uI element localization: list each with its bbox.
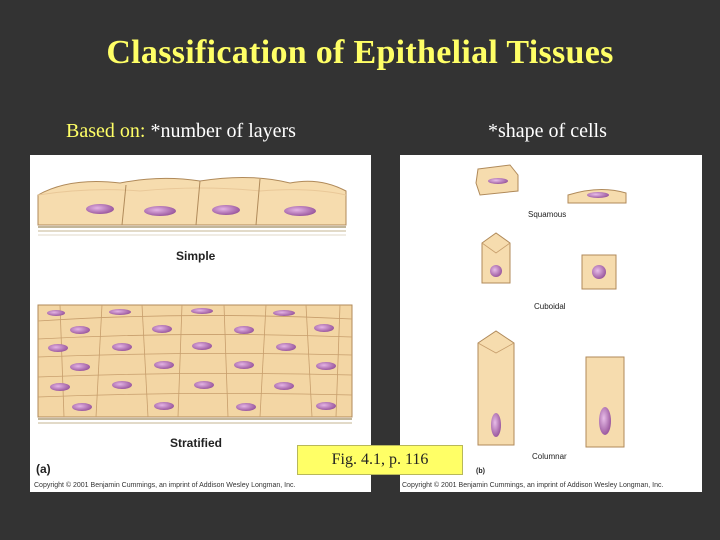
nucleus bbox=[273, 310, 295, 316]
nucleus bbox=[234, 361, 254, 369]
shapes-illustration bbox=[400, 155, 702, 492]
nucleus bbox=[587, 192, 609, 198]
nucleus bbox=[109, 309, 131, 315]
nucleus bbox=[491, 413, 501, 437]
nucleus bbox=[276, 343, 296, 351]
label-squamous: Squamous bbox=[528, 210, 567, 219]
criterion-shape: *shape of cells bbox=[488, 120, 607, 142]
nucleus bbox=[70, 363, 90, 371]
layers-illustration bbox=[30, 155, 371, 492]
label-simple: Simple bbox=[176, 249, 216, 263]
nucleus bbox=[212, 205, 240, 215]
panel-a-copyright: Copyright © 2001 Benjamin Cummings, an imprint of Addison Wesley Longman, Inc. bbox=[34, 482, 296, 489]
nucleus bbox=[316, 362, 336, 370]
nucleus bbox=[488, 178, 508, 184]
panel-b-shapes-diagram bbox=[400, 155, 702, 492]
nucleus bbox=[154, 361, 174, 369]
label-columnar: Columnar bbox=[532, 452, 567, 461]
cuboidal-cells bbox=[482, 233, 616, 289]
nucleus bbox=[48, 344, 68, 352]
label-stratified: Stratified bbox=[170, 436, 223, 450]
panel-a-layers-diagram bbox=[30, 155, 371, 492]
nucleus bbox=[192, 342, 212, 350]
nucleus bbox=[592, 265, 606, 279]
nucleus bbox=[72, 403, 92, 411]
nucleus bbox=[154, 402, 174, 410]
nucleus bbox=[152, 325, 172, 333]
nucleus bbox=[191, 308, 213, 314]
nucleus bbox=[70, 326, 90, 334]
nucleus bbox=[236, 403, 256, 411]
slide-title: Classification of Epithelial Tissues bbox=[106, 34, 614, 71]
nucleus bbox=[316, 402, 336, 410]
nucleus bbox=[234, 326, 254, 334]
nucleus bbox=[314, 324, 334, 332]
stratified-epithelium bbox=[38, 305, 352, 423]
nucleus bbox=[284, 206, 316, 216]
nucleus bbox=[274, 382, 294, 390]
columnar-cells bbox=[478, 331, 624, 447]
nucleus bbox=[112, 343, 132, 351]
criterion-layers-text: *number of layers bbox=[150, 120, 296, 142]
panel-b-letter: (b) bbox=[476, 468, 485, 475]
squamous-cells bbox=[476, 165, 626, 203]
nucleus bbox=[47, 310, 65, 316]
nucleus bbox=[490, 265, 502, 277]
nucleus bbox=[50, 383, 70, 391]
based-on-label: Based on: bbox=[66, 120, 146, 142]
panel-b-copyright: Copyright © 2001 Benjamin Cummings, an imprint of Addison Wesley Longman, Inc. bbox=[402, 482, 664, 489]
simple-epithelium bbox=[38, 177, 346, 235]
nucleus bbox=[599, 407, 611, 435]
label-cuboidal: Cuboidal bbox=[534, 302, 566, 311]
nucleus bbox=[112, 381, 132, 389]
figure-reference: Fig. 4.1, p. 116 bbox=[297, 445, 463, 475]
criterion-layers bbox=[66, 120, 296, 143]
panel-a-letter: (a) bbox=[36, 462, 51, 476]
nucleus bbox=[144, 206, 176, 216]
nucleus bbox=[86, 204, 114, 214]
nucleus bbox=[194, 381, 214, 389]
